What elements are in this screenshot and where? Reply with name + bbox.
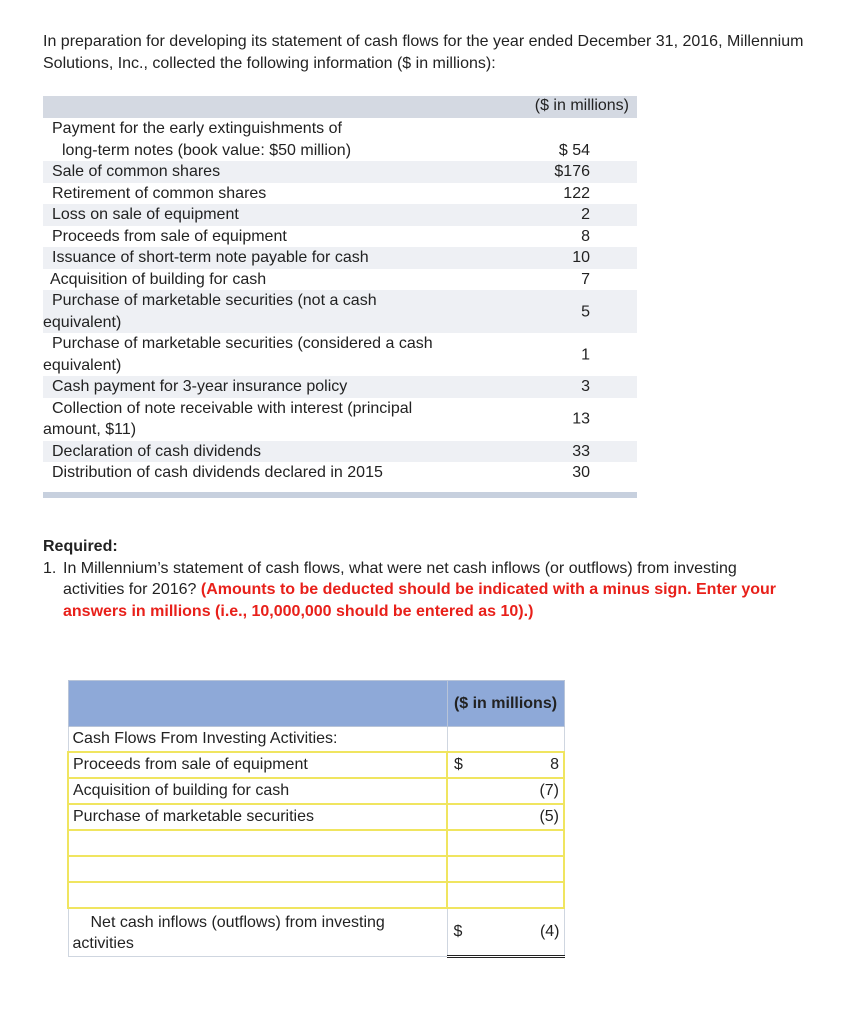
answer-label-input[interactable] — [68, 830, 447, 856]
answer-amount-input[interactable] — [447, 778, 564, 804]
info-row — [43, 269, 637, 291]
info-row-value: 10 — [572, 249, 590, 266]
info-row — [43, 398, 637, 441]
answer-total-amount — [447, 908, 564, 957]
info-row — [43, 333, 637, 376]
answer-row — [68, 882, 564, 908]
info-row-value: 3 — [581, 378, 590, 395]
answer-amount: (7) — [539, 782, 559, 799]
answer-header-label: ($ in millions) — [447, 681, 564, 727]
info-row-label: Loss on sale of equipment — [52, 206, 239, 223]
info-row-label: Purchase of marketable securities (not a cash — [52, 292, 377, 309]
answer-row — [68, 752, 564, 778]
info-row-value: 33 — [572, 442, 590, 460]
intro-paragraph: In preparation for developing its statement of cash flows for the year ended December 31, 2016, Millennium Solutions, Inc., collected the following information ($ in millions): — [43, 33, 804, 72]
answer-total-value: (4) — [539, 923, 560, 940]
answer-amount-input[interactable] — [447, 882, 564, 908]
info-row-label: Cash payment for 3-year insurance policy — [52, 378, 348, 395]
answer-amount-input[interactable] — [447, 752, 564, 778]
info-row-value: 1 — [581, 345, 590, 363]
info-row — [43, 290, 637, 333]
question-text: In Millennium’s statement of cash flows, what were net cash inflows (or outflows) from investing activities for 2016? — [63, 559, 737, 598]
question-body — [63, 558, 783, 623]
info-row-value: 8 — [581, 227, 590, 245]
info-row-value: 122 — [563, 184, 590, 202]
info-row-label: equivalent) — [43, 313, 122, 331]
dollar-sign: $ — [454, 756, 463, 773]
info-row-label: Sale of common shares — [52, 163, 221, 180]
info-row — [43, 462, 637, 484]
info-row-value: 30 — [572, 464, 590, 481]
answer-total-label — [68, 908, 447, 957]
info-row-label: Acquisition of building for cash — [50, 270, 267, 288]
answer-amount-input[interactable] — [447, 804, 564, 830]
answer-row — [68, 804, 564, 830]
info-row-label: Declaration of cash dividends — [52, 442, 262, 460]
answer-total-row — [68, 908, 564, 957]
answer-table-header — [68, 681, 564, 727]
answer-row — [68, 856, 564, 882]
answer-label-input[interactable] — [68, 856, 447, 882]
required-section — [43, 536, 783, 622]
info-row — [43, 183, 637, 205]
answer-section-blank — [447, 727, 564, 753]
info-row-label: Distribution of cash dividends declared in 2015 — [52, 464, 383, 481]
info-row-value: $176 — [554, 163, 590, 180]
info-row-label: amount, $11) — [43, 421, 137, 438]
answer-table — [67, 680, 565, 958]
dollar-sign: $ — [453, 923, 463, 940]
answer-section-row — [68, 727, 564, 753]
info-table-footer-bar — [43, 492, 637, 498]
info-row-label: Retirement of common shares — [52, 184, 267, 202]
info-row — [43, 376, 637, 398]
info-row-label: equivalent) — [43, 356, 122, 374]
answer-label-input[interactable] — [68, 882, 447, 908]
info-row-label: Payment for the early extinguishments of — [52, 120, 342, 137]
question-instruction: (Amounts to be deducted should be indicated with a minus sign. Enter your answers in millions (i.e., 10,000,000 should be entered as 10).) — [63, 581, 777, 620]
answer-amount: (5) — [539, 808, 559, 825]
answer-section-title: Cash Flows From Investing Activities: — [68, 727, 447, 753]
info-row-label: Collection of note receivable with interest (principal — [52, 399, 413, 417]
required-title: Required: — [43, 538, 118, 555]
info-row-label: Purchase of marketable securities (considered a cash — [52, 335, 433, 352]
info-header-label: ($ in millions) — [534, 97, 629, 114]
answer-amount-input[interactable] — [447, 856, 564, 882]
answer-header-blank — [68, 681, 447, 727]
info-row — [43, 441, 637, 463]
answer-amount-input[interactable] — [447, 830, 564, 856]
info-table — [43, 96, 637, 498]
info-row-value: $ 54 — [558, 141, 590, 159]
info-row — [43, 226, 637, 248]
info-row-label: Issuance of short-term note payable for cash — [52, 249, 369, 266]
answer-amount: 8 — [550, 756, 559, 773]
answer-label-input[interactable]: Purchase of marketable securities — [68, 804, 447, 830]
info-row-value: 2 — [581, 206, 590, 223]
info-row — [43, 204, 637, 226]
answer-total-text: Net cash inflows (outflows) from investing activities — [72, 913, 385, 952]
info-row — [43, 118, 637, 161]
info-row — [43, 247, 637, 269]
info-row-label: Proceeds from sale of equipment — [52, 227, 287, 245]
question — [43, 558, 783, 623]
answer-label-input[interactable]: Proceeds from sale of equipment — [68, 752, 447, 778]
info-row-value: 5 — [581, 302, 590, 320]
answer-row — [68, 830, 564, 856]
info-row-label: long-term notes (book value: $50 million) — [62, 141, 352, 159]
answer-label-input[interactable]: Acquisition of building for cash — [68, 778, 447, 804]
info-row-value: 13 — [572, 410, 590, 428]
answer-row — [68, 778, 564, 804]
info-row — [43, 161, 637, 183]
info-row-value: 7 — [581, 270, 590, 288]
question-number: 1. — [43, 559, 57, 577]
info-table-header — [43, 96, 637, 118]
